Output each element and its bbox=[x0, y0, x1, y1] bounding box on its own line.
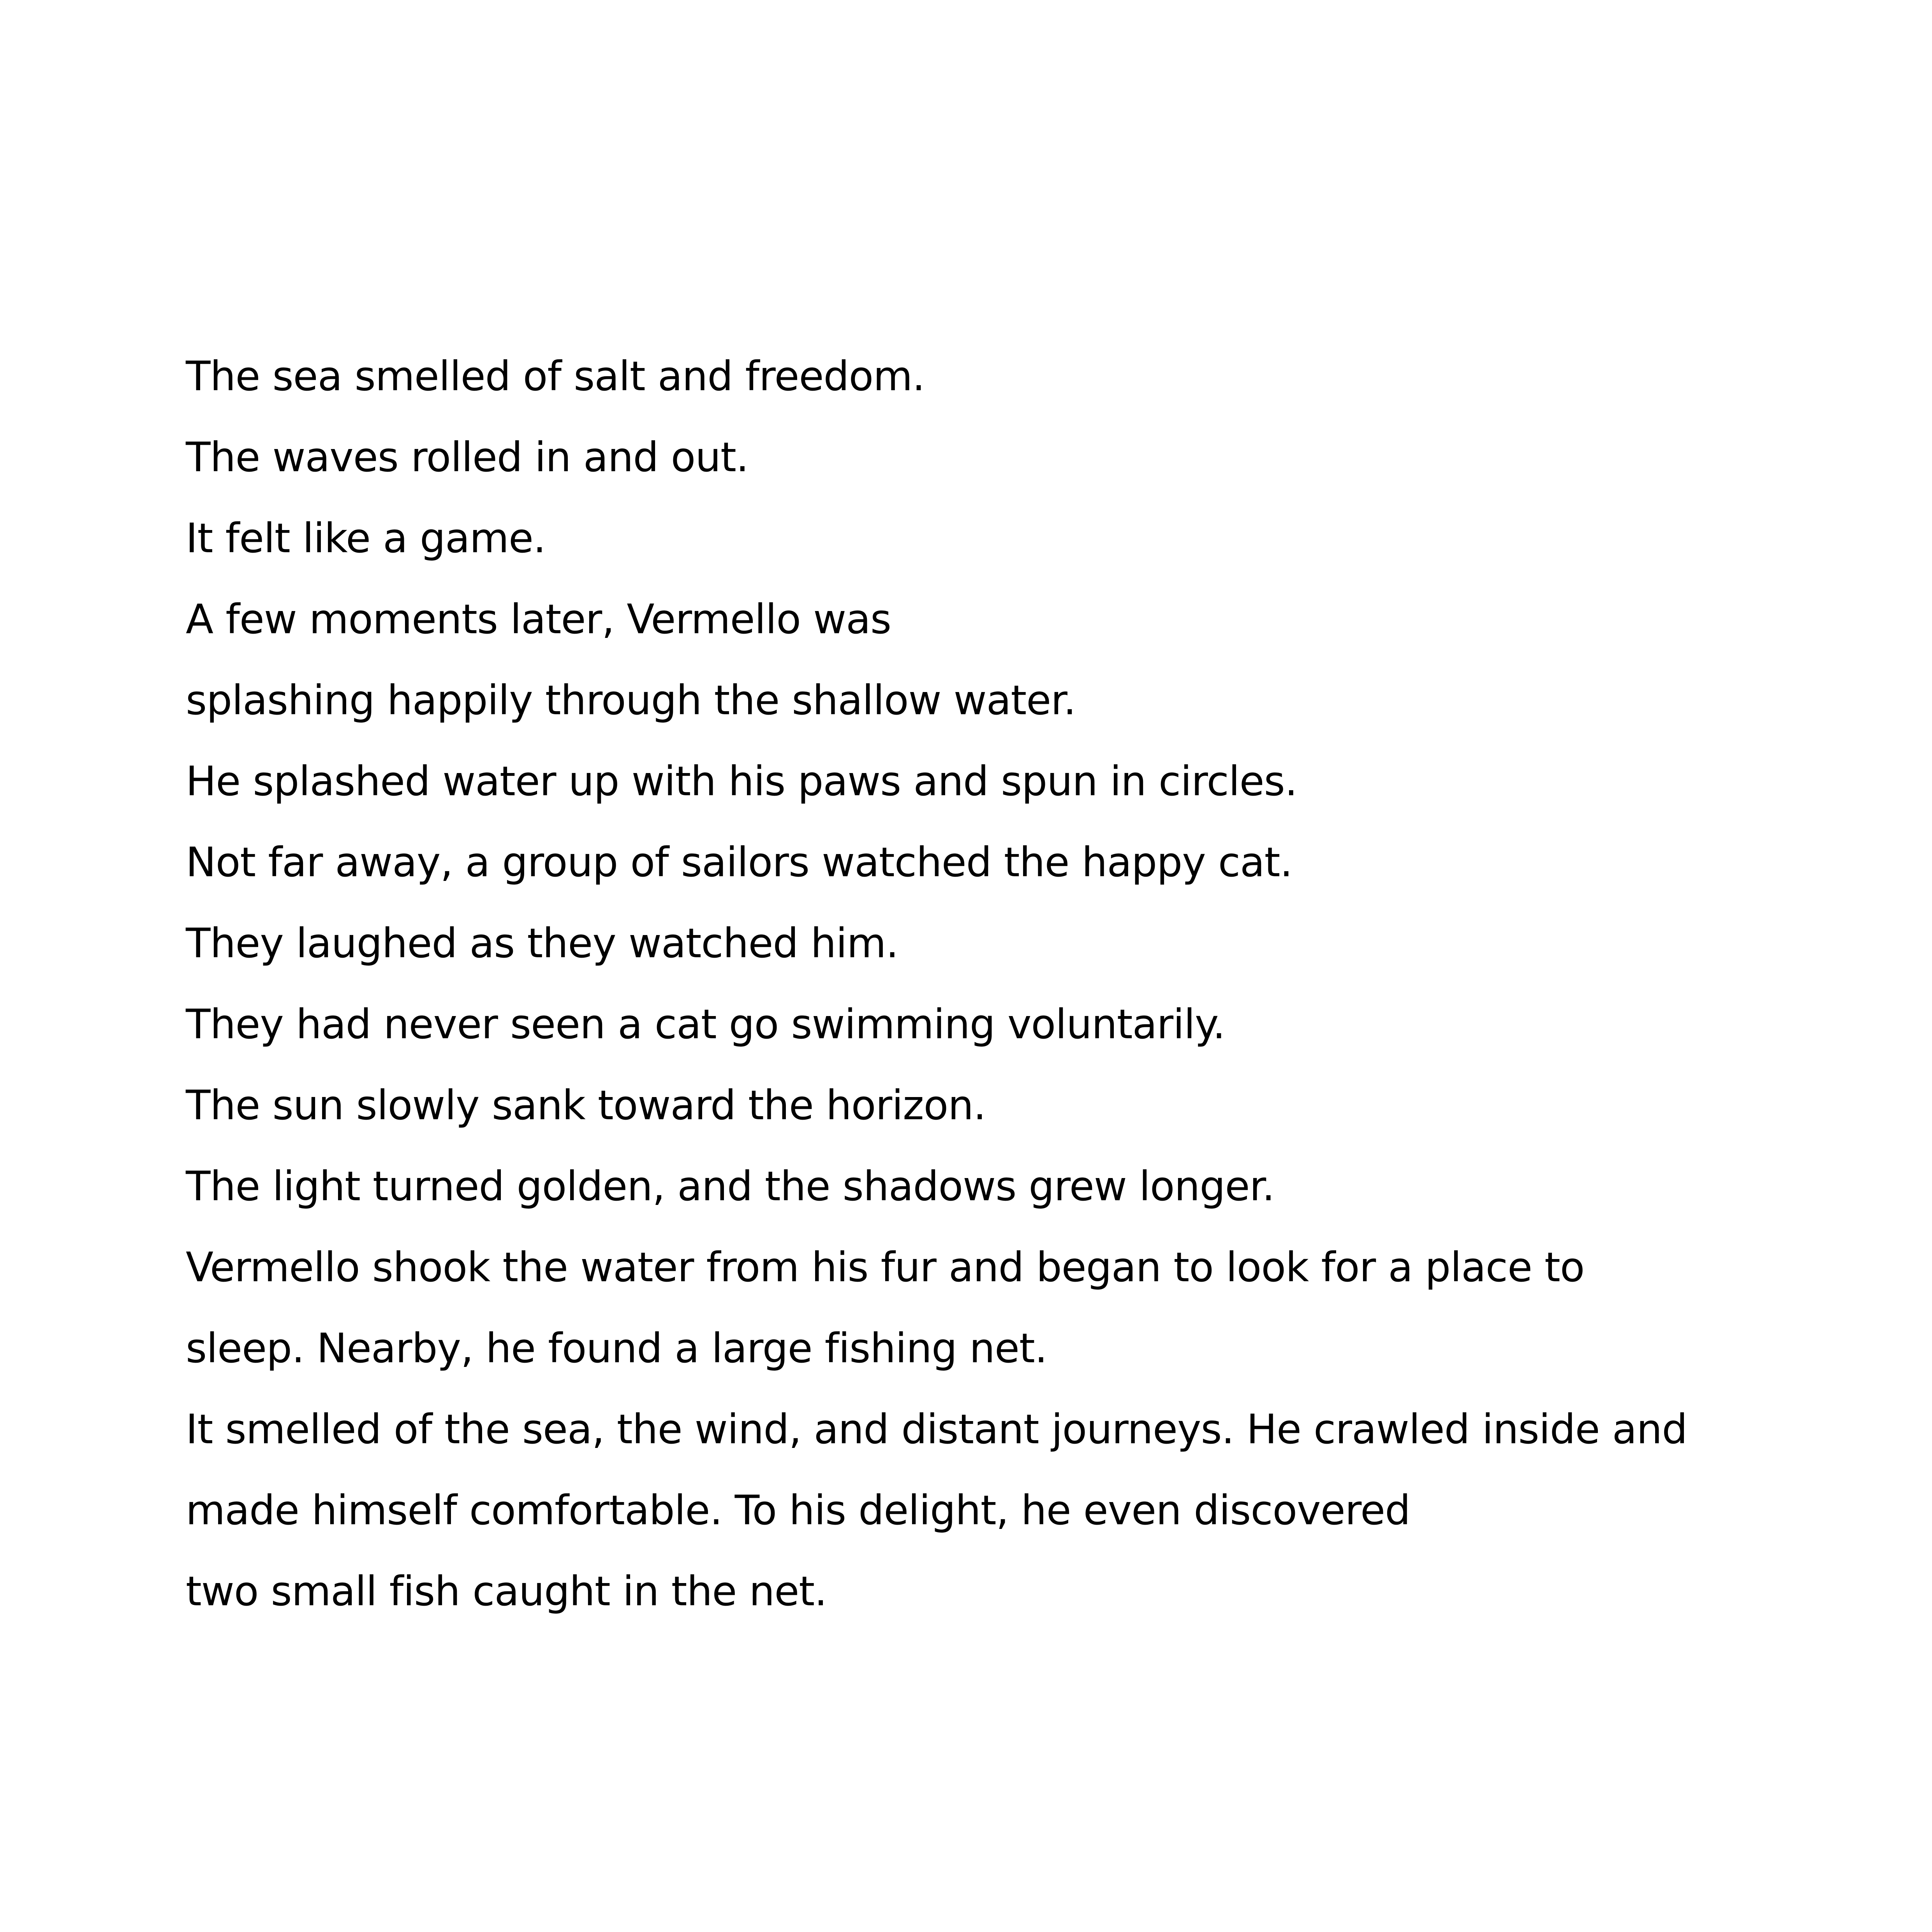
story-line: They laughed as they watched him. bbox=[186, 919, 898, 967]
story-line: Vermello shook the water from his fur and began to look for a place to bbox=[186, 1243, 1585, 1291]
story-line: It felt like a game. bbox=[186, 514, 546, 562]
story-line: The sea smelled of salt and freedom. bbox=[186, 352, 925, 400]
story-line: A few moments later, Vermello was bbox=[186, 595, 891, 643]
story-line: The sun slowly sank toward the horizon. bbox=[186, 1081, 986, 1129]
story-line: It smelled of the sea, the wind, and distant journeys. He crawled inside and bbox=[186, 1405, 1687, 1453]
story-line: sleep. Nearby, he found a large fishing net. bbox=[186, 1324, 1047, 1372]
story-line: Not far away, a group of sailors watched the happy cat. bbox=[186, 838, 1293, 886]
story-line: two small fish caught in the net. bbox=[186, 1567, 827, 1615]
story-line: made himself comfortable. To his delight, he even discovered bbox=[186, 1486, 1411, 1534]
story-line: The light turned golden, and the shadows grew longer. bbox=[186, 1162, 1275, 1210]
story-line: They had never seen a cat go swimming voluntarily. bbox=[186, 1000, 1225, 1048]
story-line: The waves rolled in and out. bbox=[186, 433, 748, 481]
story-text bbox=[186, 336, 1860, 1632]
story-line: He splashed water up with his paws and spun in circles. bbox=[186, 757, 1297, 805]
story-line: splashing happily through the shallow water. bbox=[186, 676, 1076, 724]
